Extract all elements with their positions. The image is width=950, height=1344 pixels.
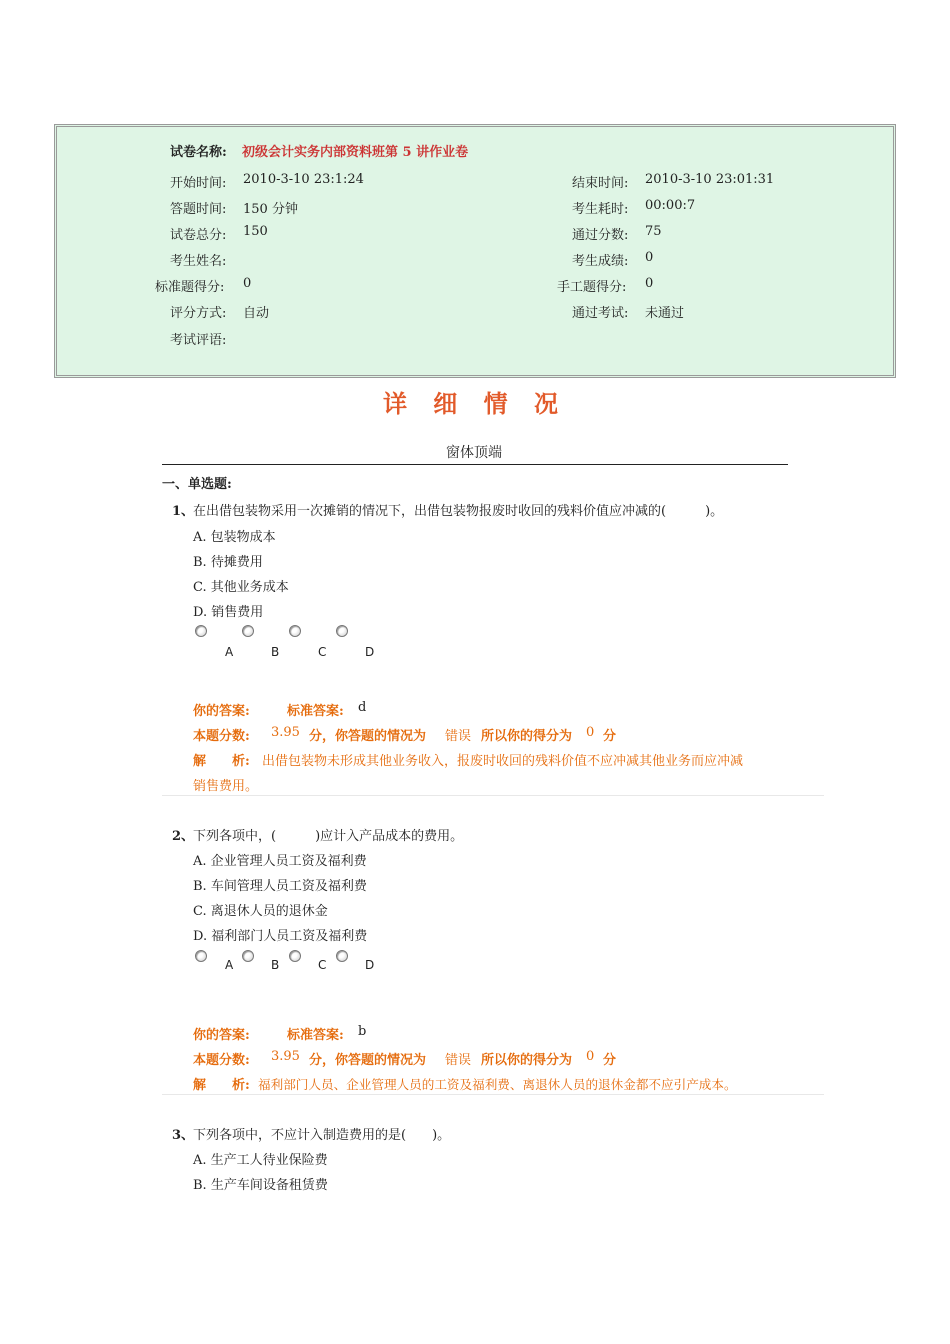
question-score-label: 本题分数: (193, 1053, 250, 1068)
divider (162, 464, 788, 465)
standard-answer-label: 标准答案: (287, 704, 344, 719)
option-b: B. 生产车间设备租赁费 (193, 1178, 328, 1193)
answer-result: 错误 (445, 1053, 472, 1068)
pass-score-label: 通过分数: (572, 228, 629, 243)
question-stem: 下列各项中，( )应计入产品成本的费用。 (193, 829, 464, 844)
question-number: 1、 (172, 504, 195, 519)
option-a: A. 包装物成本 (193, 530, 276, 545)
radio-c[interactable] (289, 625, 301, 637)
candidate-score: 0 (645, 250, 654, 265)
detail-title: 详 细 情 况 (382, 389, 568, 418)
exam-info-panel (54, 124, 896, 378)
duration-label: 答题时间: (170, 202, 227, 217)
option-b: B. 待摊费用 (193, 555, 263, 570)
standard-answer: b (358, 1024, 367, 1039)
exam-name-label: 试卷名称: (170, 145, 227, 160)
radio-b[interactable] (242, 625, 254, 637)
option-d: D. 销售费用 (193, 605, 264, 620)
score-unit: 分 (603, 729, 617, 744)
radio-b-label: B (271, 958, 280, 972)
question-separator (162, 1094, 824, 1095)
exam-name: 初级会计实务内部资料班第 5 讲作业卷 (242, 145, 469, 160)
candidate-name-label: 考生姓名: (170, 254, 227, 269)
analysis-text: 福利部门人员、企业管理人员的工资及福利费、离退休人员的退休金都不应引产成本。 (258, 1077, 737, 1092)
candidate-score-label: 考生成绩: (572, 254, 629, 269)
score-unit: 分 (603, 1053, 617, 1068)
question-number: 2、 (172, 829, 195, 844)
option-b: B. 车间管理人员工资及福利费 (193, 879, 367, 894)
got-text: 所以你的得分为 (481, 1053, 573, 1068)
exam-comment-label: 考试评语: (170, 333, 227, 348)
pass-status-label: 通过考试: (572, 306, 629, 321)
got-score: 0 (586, 725, 595, 740)
option-a: A. 企业管理人员工资及福利费 (193, 854, 367, 869)
radio-c-label: C (318, 958, 327, 972)
form-top-label: 窗体顶端 (446, 445, 502, 461)
question-separator (162, 795, 824, 796)
analysis-text-continued: 销售费用。 (193, 779, 259, 794)
elapsed-label: 考生耗时: (572, 202, 629, 217)
start-time-label: 开始时间: (170, 176, 227, 191)
radio-b-label: B (271, 645, 280, 659)
got-score: 0 (586, 1049, 595, 1064)
radio-d[interactable] (336, 950, 348, 962)
got-text: 所以你的得分为 (481, 729, 573, 744)
analysis-text: 出借包装物未形成其他业务收入，报废时收回的残料价值不应冲减其他业务而应冲减 (262, 754, 744, 769)
grading-method: 自动 (243, 306, 270, 321)
total-score-label: 试卷总分: (170, 228, 227, 243)
grading-method-label: 评分方式: (170, 306, 227, 321)
option-c: C. 其他业务成本 (193, 580, 289, 595)
radio-b[interactable] (242, 950, 254, 962)
question-score: 3.95 (271, 725, 300, 740)
section-title: 一、单选题: (162, 477, 232, 492)
standard-answer-label: 标准答案: (287, 1028, 344, 1043)
manual-score: 0 (645, 276, 654, 291)
elapsed: 00:00:7 (645, 198, 696, 213)
question-score: 3.95 (271, 1049, 300, 1064)
analysis-label: 解 析: (193, 1078, 250, 1093)
radio-a-label: A (225, 958, 234, 972)
radio-d-label: D (365, 958, 375, 972)
radio-a[interactable] (195, 625, 207, 637)
end-time: 2010-3-10 23:01:31 (645, 172, 775, 187)
question-stem: 下列各项中，不应计入制造费用的是( )。 (193, 1128, 451, 1143)
your-answer-label: 你的答案: (193, 704, 250, 719)
radio-a[interactable] (195, 950, 207, 962)
pass-status: 未通过 (645, 306, 685, 321)
standard-score: 0 (243, 276, 252, 291)
radio-a-label: A (225, 645, 234, 659)
option-c: C. 离退休人员的退休金 (193, 904, 328, 919)
answer-result: 错误 (445, 729, 472, 744)
radio-c-label: C (318, 645, 327, 659)
your-answer-label: 你的答案: (193, 1028, 250, 1043)
analysis-label: 解 析: (193, 754, 250, 769)
question-number: 3、 (172, 1128, 195, 1143)
duration: 150 分钟 (243, 202, 298, 217)
standard-answer: d (358, 700, 367, 715)
start-time: 2010-3-10 23:1:24 (243, 172, 364, 187)
radio-d-label: D (365, 645, 375, 659)
question-stem: 在出借包装物采用一次摊销的情况下，出借包装物报废时收回的残料价值应冲减的( )。 (193, 504, 724, 519)
standard-score-label: 标准题得分: (155, 280, 225, 295)
score-text: 分，你答题的情况为 (309, 1053, 427, 1068)
option-d: D. 福利部门人员工资及福利费 (193, 929, 368, 944)
total-score: 150 (243, 224, 268, 239)
question-score-label: 本题分数: (193, 729, 250, 744)
option-a: A. 生产工人待业保险费 (193, 1153, 328, 1168)
radio-c[interactable] (289, 950, 301, 962)
score-text: 分，你答题的情况为 (309, 729, 427, 744)
radio-d[interactable] (336, 625, 348, 637)
pass-score: 75 (645, 224, 662, 239)
end-time-label: 结束时间: (572, 176, 629, 191)
manual-score-label: 手工题得分: (557, 280, 627, 295)
